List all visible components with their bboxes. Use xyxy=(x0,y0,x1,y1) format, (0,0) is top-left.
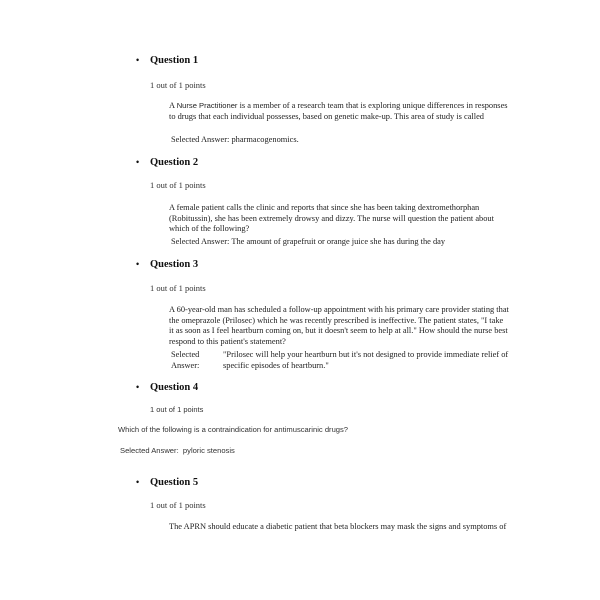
question-3-text: A 60-year-old man has scheduled a follow-up appointment with his primary care provider stating that the omeprazole (Prilosec) which he was recently prescribed is ineffective. The patient states, "I take it as soon as I feel heartburn coming on, but it doesn't seem to help at all." How should the nurse best respond to this patient's statement? xyxy=(169,305,509,346)
bullet-icon: • xyxy=(136,382,140,392)
question-5-text: The APRN should educate a diabetic patient that beta blockers may mask the signs and symptoms of xyxy=(169,522,507,531)
question-text-rest: is a member of a research team that is exploring unique differences in responses to drugs that each individual possesses, based on genetic make-up. This area of study is called xyxy=(169,101,508,121)
question-1-heading xyxy=(136,55,198,66)
question-1-text xyxy=(169,101,509,122)
selected-answer-value: pyloric stenosis xyxy=(182,446,235,455)
question-2-points: 1 out of 1 points xyxy=(150,180,206,190)
question-2-text: A female patient calls the clinic and reports that since she has been taking dextromethorphan (Robitussin), she has been extremely drowsy and dizzy. The nurse will question the patient about which of the following? xyxy=(169,203,494,234)
selected-answer-label: Selected Answer: xyxy=(120,446,179,455)
question-3-points: 1 out of 1 points xyxy=(150,283,206,293)
question-1-points: 1 out of 1 points xyxy=(150,80,206,90)
selected-answer-value: pharmacogenomics. xyxy=(231,135,299,144)
question-4-heading xyxy=(136,382,198,393)
question-text-sans: Nurse Practitioner xyxy=(176,101,238,110)
selected-answer-label: Selected Answer: xyxy=(171,237,230,246)
question-title: Question 3 xyxy=(150,259,199,270)
selected-answer-label: Selected Answer: xyxy=(171,350,200,370)
question-4-selected-answer xyxy=(120,446,235,455)
question-2-heading xyxy=(136,157,198,168)
question-text-prefix: A xyxy=(169,101,177,110)
bullet-icon: • xyxy=(136,259,140,269)
question-3-selected-answer xyxy=(171,350,523,371)
question-2-selected-answer xyxy=(171,237,445,246)
bullet-icon: • xyxy=(136,157,140,167)
question-1-selected-answer xyxy=(171,135,299,144)
selected-answer-value: The amount of grapefruit or orange juice she has during the day xyxy=(231,237,446,246)
question-title: Question 5 xyxy=(150,477,199,488)
question-4-text: Which of the following is a contraindication for antimuscarinic drugs? xyxy=(118,425,349,434)
question-title: Question 4 xyxy=(150,382,199,393)
bullet-icon: • xyxy=(136,55,140,65)
question-3-heading xyxy=(136,259,198,270)
bullet-icon: • xyxy=(136,477,140,487)
question-5-heading xyxy=(136,477,198,488)
selected-answer-label: Selected Answer: xyxy=(171,135,230,144)
question-title: Question 2 xyxy=(150,157,199,168)
selected-answer-value: "Prilosec will help your heartburn but it's not designed to provide immediate relief of specific episodes of heartburn." xyxy=(223,350,509,370)
question-title: Question 1 xyxy=(150,55,199,66)
question-5-points: 1 out of 1 points xyxy=(150,500,206,510)
question-4-points: 1 out of 1 points xyxy=(150,405,204,414)
